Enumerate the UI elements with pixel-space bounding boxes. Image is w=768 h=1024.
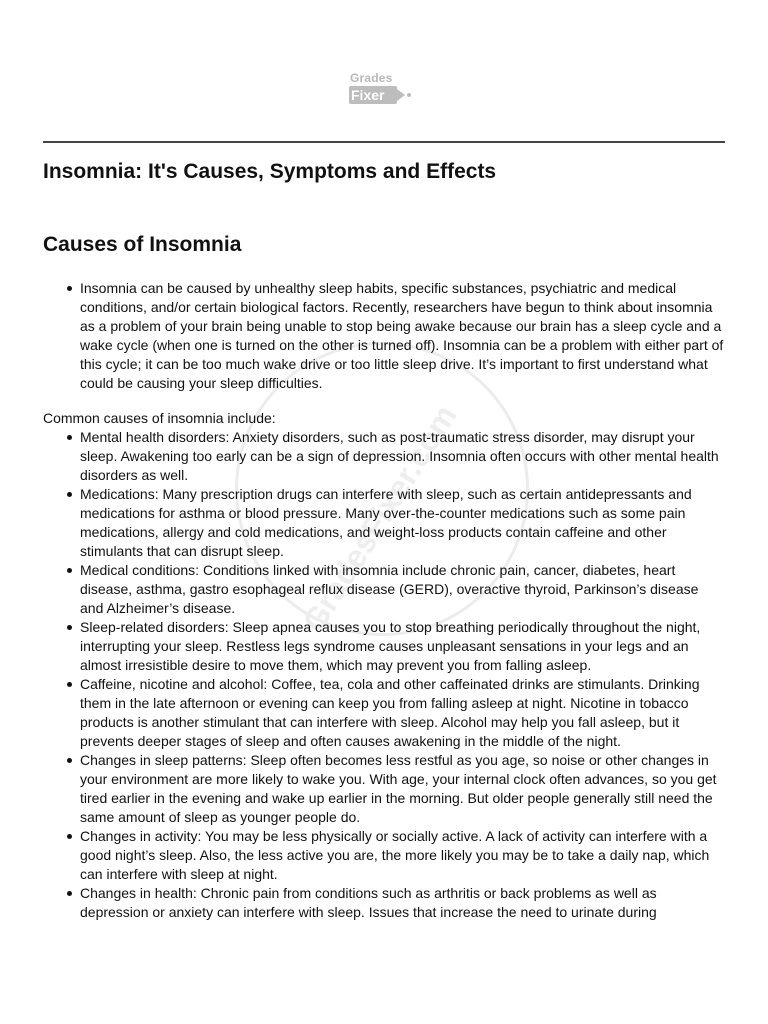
site-logo[interactable] (349, 72, 421, 106)
list-item: Changes in sleep patterns: Sleep often becomes less restful as you age, so noise or other changes in your environment are more likely to wake you. With age, your internal clock often advances, so you get tired earlier in the evening and wake up earlier in the morning. But older people generally still need the same amount of sleep as younger people do. (43, 751, 725, 827)
logo-tag-icon (349, 86, 397, 104)
list-item: Medications: Many prescription drugs can interfere with sleep, such as certain antidepressants and medications for asthma or blood pressure. Many over-the-counter medications such as some pain medications, allergy and cold medications, and weight-loss products contain caffeine and other stimulants that can disrupt sleep. (43, 485, 725, 561)
logo-top-text: Grades (350, 71, 393, 85)
list-item: Caffeine, nicotine and alcohol: Coffee, tea, cola and other caffeinated drinks are stimulants. Drinking them in the late afternoon or evening can keep you from falling asleep at night. Nicotine in tobacco products is another stimulant that can interfere with sleep. Alcohol may help you fall asleep, but it prevents deeper stages of sleep and often causes awakening in the middle of the night. (43, 675, 725, 751)
list-item: Changes in health: Chronic pain from conditions such as arthritis or back problems as well as depression or anxiety can interfere with sleep. Issues that increase the need to urinate during (43, 884, 725, 922)
intro-list (43, 279, 725, 393)
logo-tag-point (397, 89, 405, 101)
logo-box-text: Fixer (351, 87, 385, 103)
watermark-text: GradesFixer.com (295, 398, 464, 638)
causes-lead: Common causes of insomnia include: (43, 410, 276, 426)
list-item: Sleep-related disorders: Sleep apnea causes you to stop breathing periodically throughout the night, interrupting your sleep. Restless legs syndrome causes unpleasant sensations in your legs and an almost irresistible desire to move them, which may prevent you from falling asleep. (43, 618, 725, 675)
list-item: Changes in activity: You may be less physically or socially active. A lack of activity can interfere with a good night’s sleep. Also, the less active you are, the more likely you may be to take a daily nap, which can interfere with sleep at night. (43, 827, 725, 884)
section-heading: Causes of Insomnia (43, 233, 242, 256)
header-divider (43, 141, 725, 143)
list-item: Insomnia can be caused by unhealthy sleep habits, specific substances, psychiatric and medical conditions, and/or certain biological factors. Recently, researchers have begun to think about insomnia as a problem of your brain being unable to stop being awake because our brain has a sleep cycle and a wake cycle (when one is turned on the other is turned off). Insomnia can be a problem with either part of this cycle; it can be too much wake drive or too little sleep drive. It’s important to first understand what could be causing your sleep difficulties. (43, 279, 725, 393)
page-title: Insomnia: It's Causes, Symptoms and Effects (43, 160, 497, 183)
list-item: Medical conditions: Conditions linked with insomnia include chronic pain, cancer, diabetes, heart disease, asthma, gastro esophageal reflux disease (GERD), overactive thyroid, Parkinson’s disease and Alzheimer’s disease. (43, 561, 725, 618)
list-item: Mental health disorders: Anxiety disorders, such as post-traumatic stress disorder, may disrupt your sleep. Awakening too early can be a sign of depression. Insomnia often occurs with other mental health disorders as well. (43, 428, 725, 485)
causes-list (43, 428, 725, 922)
logo-tag-hole (407, 93, 411, 97)
